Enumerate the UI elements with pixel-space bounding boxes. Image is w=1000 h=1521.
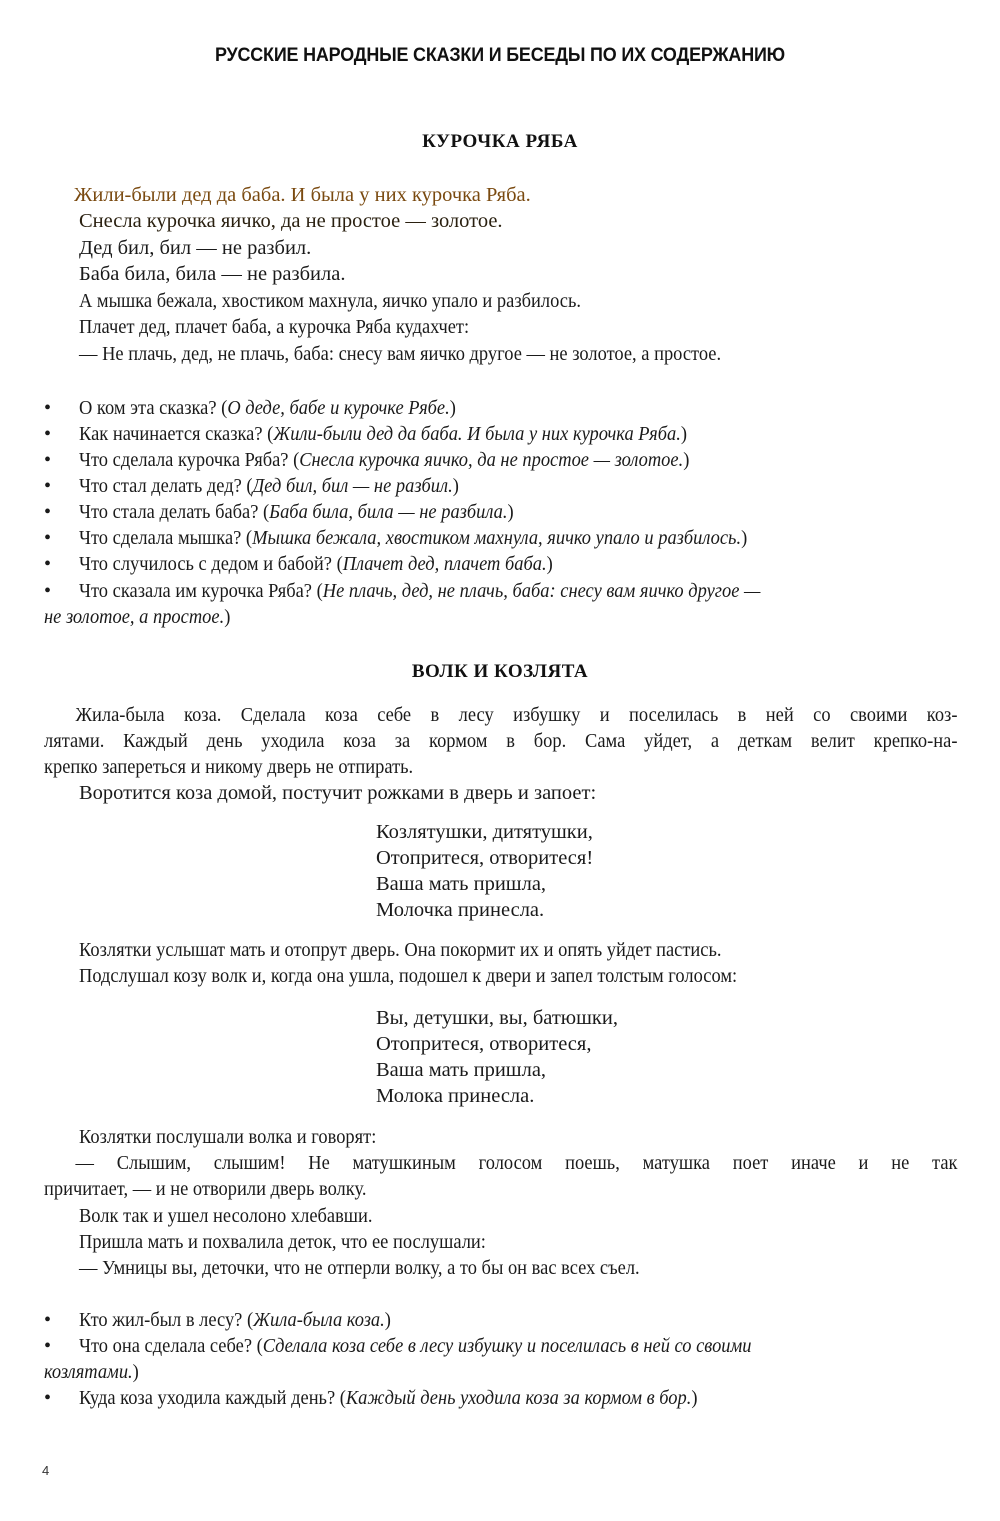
paragraph-line: — Слышим, слышим! Не матушкиным голосом поешь, матушка поет иначе и не так (75, 1152, 958, 1174)
question-item: О ком эта сказка? (О деде, бабе и курочке Рябе.) (79, 397, 456, 419)
question-item: Что сделала курочка Ряба? (Снесла курочка яичко, да не простое — золотое.) (79, 449, 690, 471)
bullet-icon: • (44, 1387, 52, 1409)
verse-line: Козлятушки, дитятушки, (376, 821, 593, 843)
question-item: Что сделала мышка? (Мышка бежала, хвостиком махнула, яичко упало и разбилось.) (79, 527, 748, 549)
bullet-icon: • (44, 580, 52, 602)
question-item: Что сказала им курочка Ряба? (Не плачь, дед, не плачь, баба: снесу вам яичко другое — (79, 580, 761, 602)
verse-line: Ваша мать пришла, (376, 1059, 547, 1081)
story-line-1: Жили-были дед да баба. И была у них курочка Ряба. (74, 184, 531, 206)
question-item: Кто жил-был в лесу? (Жила-была коза.) (79, 1309, 391, 1331)
bullet-icon: • (44, 527, 52, 549)
paragraph-line: крепко запереться и никому дверь не отпирать. (44, 756, 414, 778)
question-item: Куда коза уходила каждый день? (Каждый день уходила коза за кормом в бор.) (79, 1387, 698, 1409)
question-item: Что стала делать баба? (Баба била, била — не разбила.) (79, 501, 514, 523)
paragraph-line: Подслушал козу волк и, когда она ушла, подошел к двери и запел толстым голосом: (79, 965, 738, 987)
paragraph-line: Козлятки услышат мать и отопрут дверь. Она покормит их и опять уйдет пастись. (79, 939, 722, 961)
bullet-icon: • (44, 449, 52, 471)
bullet-icon: • (44, 423, 52, 445)
paragraph-line: — Умницы вы, деточки, что не отперли волку, а то бы он вас всех съел. (79, 1257, 640, 1279)
question-item: Как начинается сказка? (Жили-были дед да баба. И была у них курочка Ряба.) (79, 423, 687, 445)
story-line-4: Баба била, била — не разбила. (79, 263, 346, 285)
bullet-icon: • (44, 1309, 52, 1331)
paragraph-line: причитает, — и не отворили дверь волку. (44, 1178, 367, 1200)
paragraph-line: Козлятки послушали волка и говорят: (79, 1126, 377, 1148)
verse-line: Молока принесла. (376, 1085, 535, 1107)
bullet-icon: • (44, 553, 52, 575)
paragraph-line: Жила-была коза. Сделала коза себе в лесу избушку и поселилась в ней со своими коз- (75, 704, 958, 726)
paragraph-line: Воротится коза домой, постучит рожками в дверь и запоет: (79, 782, 597, 804)
bullet-icon: • (44, 1335, 52, 1357)
story-line-2: Снесла курочка яичко, да не простое — золотое. (79, 210, 503, 232)
verse-line: Вы, детушки, вы, батюшки, (376, 1007, 618, 1029)
bullet-icon: • (44, 397, 52, 419)
paragraph-line: Пришла мать и похвалила деток, что ее послушали: (79, 1231, 486, 1253)
verse-line: Молочка принесла. (376, 899, 545, 921)
verse-line: Отопритеся, отворитеся, (376, 1033, 592, 1055)
page-number: 4 (42, 1463, 50, 1478)
story-title-kurochka-ryaba: КУРОЧКА РЯБА (422, 131, 578, 152)
bullet-icon: • (44, 501, 52, 523)
paragraph-line: лятами. Каждый день уходила коза за кормом в бор. Сама уйдет, а деткам велит крепко-на- (44, 730, 958, 752)
question-item: Что стал делать дед? (Дед бил, бил — не разбил.) (79, 475, 459, 497)
question-item: Что она сделала себе? (Сделала коза себе в лесу избушку и поселилась в ней со своими (79, 1335, 752, 1357)
page-header-title: РУССКИЕ НАРОДНЫЕ СКАЗКИ И БЕСЕДЫ ПО ИХ СОДЕРЖАНИЮ (214, 44, 785, 66)
question-item-continuation: козлятами.) (44, 1361, 139, 1383)
story-line-6: Плачет дед, плачет баба, а курочка Ряба кудахчет: (79, 316, 470, 338)
story-title-volk-i-kozlyata: ВОЛК И КОЗЛЯТА (411, 661, 589, 682)
story-line-7: — Не плачь, дед, не плачь, баба: снесу вам яичко другое — не золотое, а простое. (79, 343, 722, 365)
verse-line: Ваша мать пришла, (376, 873, 547, 895)
bullet-icon: • (44, 475, 52, 497)
paragraph-line: Волк так и ушел несолоно хлебавши. (79, 1205, 373, 1227)
question-item-continuation: не золотое, а простое.) (44, 606, 231, 628)
story-line-3: Дед бил, бил — не разбил. (79, 237, 312, 259)
story-line-5: А мышка бежала, хвостиком махнула, яичко упало и разбилось. (79, 290, 581, 312)
verse-line: Отопритеся, отворитеся! (376, 847, 594, 869)
question-item: Что случилось с дедом и бабой? (Плачет дед, плачет баба.) (79, 553, 553, 575)
